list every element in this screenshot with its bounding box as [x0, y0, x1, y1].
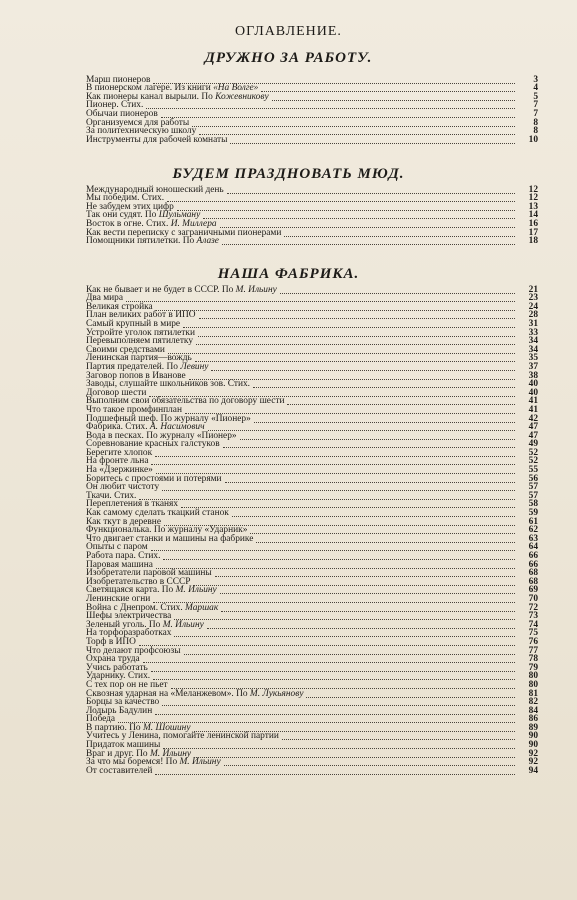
entry-text: Учись работать	[86, 662, 148, 673]
entry-text: Что делают профсоюзы	[86, 645, 181, 656]
entry-text: Соревнование красных галстуков	[86, 439, 220, 450]
entry-text: Международный юношеский день	[86, 184, 224, 195]
entry-text: Помощники пятилетки. По	[86, 236, 195, 247]
entry-text: Зеленый уголь. По	[86, 619, 161, 630]
page-number: 57	[528, 490, 538, 501]
page-number: 41	[528, 396, 538, 407]
page-number: 86	[528, 714, 538, 725]
entry-author: «На Волге»	[213, 83, 259, 94]
entry-text: Опыты с паром	[86, 542, 148, 553]
entry-text: Изобретательство в СССР	[86, 576, 191, 587]
entry-text: За что мы боремся! По	[86, 757, 178, 768]
page-number: 23	[528, 293, 538, 304]
entry-text: Устройте уголок пятилетки	[86, 327, 195, 338]
page-number: 84	[528, 705, 538, 716]
entry-text: Враг и друг. По	[86, 748, 148, 759]
section-heading: БУДЕМ ПРАЗДНОВАТЬ МЮД.	[172, 166, 405, 182]
entry-title	[86, 767, 152, 776]
entry-text: Фабрика. Стих.	[86, 422, 148, 433]
page-number: 35	[528, 353, 538, 364]
entry-text: Вода в песках. По журналу «Пионер»	[86, 430, 237, 441]
page-number: 37	[528, 361, 538, 372]
entry-text: Торф в ИПО	[86, 636, 136, 647]
page-number: 82	[528, 697, 538, 708]
page-number: 62	[528, 525, 538, 536]
entry-text: Как не бывает и не будет в СССР. По	[86, 284, 234, 295]
page-number: 38	[528, 370, 538, 381]
page-number: 92	[528, 748, 538, 759]
page-number: 52	[528, 447, 538, 458]
page-number: 41	[528, 404, 538, 415]
entry-text: Что двигает станки и машины на фабрике	[86, 533, 254, 544]
page-number: 40	[528, 387, 538, 398]
page-number: 80	[528, 679, 538, 690]
dot-leader	[155, 766, 515, 775]
page-number: 59	[528, 508, 538, 519]
page-number: 13	[528, 201, 538, 212]
page-number: 28	[528, 310, 538, 321]
entry-text: Как вести переписку с заграничными пионерами	[86, 227, 282, 238]
toc-entry	[86, 767, 538, 776]
entry-author: М. Ильину	[175, 585, 217, 596]
page-number: 90	[528, 731, 538, 742]
dot-leader	[230, 135, 515, 144]
page-number: 17	[528, 227, 538, 238]
page-number: 94	[528, 765, 538, 776]
page-number: 47	[528, 430, 538, 441]
entry-author: М. Ильину	[162, 619, 204, 630]
entry-author: Алазе	[196, 236, 219, 247]
toc-section	[86, 186, 538, 246]
page-number: 52	[528, 456, 538, 467]
entry-text: Сквозная ударная на «Меланжевом». По	[86, 688, 248, 699]
page-number: 76	[528, 636, 538, 647]
entry-text: Заводы, слушайте школьников зов. Стих.	[86, 379, 251, 390]
entry-text: Шефы электричества	[86, 611, 172, 622]
entry-text: Обычаи пионеров	[86, 108, 158, 119]
page-number: 92	[528, 757, 538, 768]
entry-text: Заговор попов в Иванове	[86, 370, 186, 381]
page-number: 68	[528, 568, 538, 579]
entry-text: Ударнику. Стих.	[86, 671, 151, 682]
entry-text: Берегите хлопок	[86, 447, 153, 458]
entry-text: Боритесь с простоями и потерями	[86, 473, 222, 484]
entry-text: Придаток машины	[86, 740, 161, 751]
section-heading: ДРУЖНО ЗА РАБОТУ.	[204, 50, 373, 66]
page-number: 89	[528, 722, 538, 733]
entry-text: Функциональка. По журналу «Ударник»	[86, 525, 248, 536]
entry-text: Партия предателей. По	[86, 361, 178, 372]
page-number: 55	[528, 465, 538, 476]
page-number: 3	[533, 74, 538, 85]
entry-text: За политехническую школу	[86, 126, 197, 137]
page-number: 47	[528, 422, 538, 433]
page-number: 49	[528, 439, 538, 450]
page-number: 7	[533, 108, 538, 119]
entry-text: Лодырь Бадулин	[86, 705, 153, 716]
entry-text: На торфоразработках	[86, 628, 172, 639]
page-number: 31	[528, 318, 538, 329]
entry-text: Светящаяся карта. По	[86, 585, 174, 596]
entry-author: М. Лукьянову	[249, 688, 304, 699]
page-number: 33	[528, 327, 538, 338]
page-number: 80	[528, 671, 538, 682]
page-number: 16	[528, 218, 538, 229]
entry-text: Он любит чистоту	[86, 482, 160, 493]
page-number: 81	[528, 688, 538, 699]
entry-author: А. Насимович	[149, 422, 205, 433]
entry-text: Не забудем этих цифр	[86, 201, 174, 212]
entry-text: Инструменты для рабочей комнаты	[86, 134, 228, 145]
page-number: 12	[528, 193, 538, 204]
entry-text: Война с Днепром. Стих.	[86, 602, 183, 613]
page-number: 66	[528, 559, 538, 570]
entry-text: От составителей	[86, 765, 153, 776]
entry-text: Как самому сделать ткацкий станок	[86, 508, 229, 519]
page-number: 69	[528, 585, 538, 596]
page-number: 61	[528, 516, 538, 527]
entry-text: Договор шести	[86, 387, 147, 398]
entry-text: Организуемся для работы	[86, 117, 190, 128]
entry-text: Два мира	[86, 293, 124, 304]
entry-text: Как пионеры канал вырыли. По	[86, 91, 213, 102]
page-number: 8	[533, 126, 538, 137]
page-number: 8	[533, 117, 538, 128]
toc-entry	[86, 238, 538, 247]
page-number: 75	[528, 628, 538, 639]
page-number: 57	[528, 482, 538, 493]
page-number: 56	[528, 473, 538, 484]
entry-author: М. Шошину	[142, 722, 191, 733]
page-number: 90	[528, 740, 538, 751]
page-number: 34	[528, 344, 538, 355]
entry-author: И. Миллера	[170, 218, 217, 229]
entry-text: Охрана труда	[86, 654, 140, 665]
toc-entry	[86, 136, 538, 145]
page-number: 70	[528, 593, 538, 604]
page-number: 72	[528, 602, 538, 613]
entry-author: М. Ильину	[235, 284, 277, 295]
entry-author: Маршак	[185, 602, 219, 613]
page-number: 14	[528, 210, 538, 221]
entry-text: Выполним свои обязательства по договору шести	[86, 396, 285, 407]
page-number: 4	[533, 83, 538, 94]
page-number: 79	[528, 662, 538, 673]
entry-text: Паровая машина	[86, 559, 153, 570]
entry-author: Шульману	[158, 210, 201, 221]
entry-text: Подшефный шеф. По журналу «Пионер»	[86, 413, 251, 424]
page-number: 12	[528, 184, 538, 195]
toc-section	[86, 76, 538, 145]
page-number: 42	[528, 413, 538, 424]
page-number: 78	[528, 654, 538, 665]
page-number: 7	[533, 100, 538, 111]
entry-text: План великих работ в ИПО	[86, 310, 196, 321]
dot-leader	[222, 236, 515, 245]
entry-text: Ткачи. Стих.	[86, 490, 137, 501]
entry-text: На фронте льна	[86, 456, 149, 467]
entry-text: Борцы за качество	[86, 697, 160, 708]
page-number: 66	[528, 551, 538, 561]
entry-title	[86, 237, 219, 246]
entry-text: Что такое промфинплан	[86, 404, 182, 415]
page-number: 24	[528, 301, 538, 312]
entry-text: Работа пара. Стих.	[86, 551, 161, 561]
toc-section	[86, 286, 538, 776]
page-number: 5	[533, 91, 538, 102]
page-number: 58	[528, 499, 538, 510]
page-number: 64	[528, 542, 538, 553]
entry-text: Ленинская партия—вождь	[86, 353, 192, 364]
page-number: 40	[528, 379, 538, 390]
entry-title	[86, 136, 227, 145]
entry-text: В пионерском лагере. Из книги	[86, 83, 211, 94]
page-number: 77	[528, 645, 538, 656]
page-number: 73	[528, 611, 538, 622]
entry-author: Левину	[180, 361, 209, 372]
entry-text: Победа	[86, 714, 116, 725]
entry-text: Изобретатели паровой машины	[86, 568, 212, 579]
entry-author: М. Ильину	[179, 757, 221, 768]
page-number: 74	[528, 619, 538, 630]
entry-author: М. Ильину	[149, 748, 192, 759]
entry-text: Учитесь у Ленина, помогайте ленинской партии	[86, 731, 279, 742]
entry-text: Самый крупный в мире	[86, 318, 181, 329]
entry-text: Так они судят. По	[86, 210, 157, 221]
entry-text: С тех пор он не пьет	[86, 679, 168, 690]
entry-text: Мы победим. Стих.	[86, 193, 165, 204]
entry-text: Восток в огне. Стих.	[86, 218, 169, 229]
entry-text: В партию. По	[86, 722, 141, 733]
entry-text: Пионер. Стих.	[86, 100, 144, 111]
section-heading: НАША ФАБРИКА.	[217, 266, 360, 282]
page-number: 63	[528, 533, 538, 544]
entry-text: Перевыполняем пятилетку	[86, 336, 194, 347]
entry-text: Марш пионеров	[86, 74, 151, 85]
entry-text: Своими средствами	[86, 344, 165, 355]
page-number: 21	[528, 284, 538, 295]
page-number: 68	[528, 576, 538, 587]
page-number: 10	[528, 134, 538, 145]
entry-author: Кожевникову	[215, 91, 269, 102]
entry-text: Переплетения в тканях	[86, 499, 179, 510]
page-number: 18	[528, 236, 538, 247]
page-number: 34	[528, 336, 538, 347]
page-title: ОГЛАВЛЕНИЕ.	[235, 24, 342, 39]
entry-text: Как ткут в деревне	[86, 516, 161, 527]
entry-text: На «Дзержинке»	[86, 465, 153, 476]
entry-text: Ленинские огни	[86, 593, 151, 604]
entry-text: Великая стройка	[86, 301, 153, 312]
